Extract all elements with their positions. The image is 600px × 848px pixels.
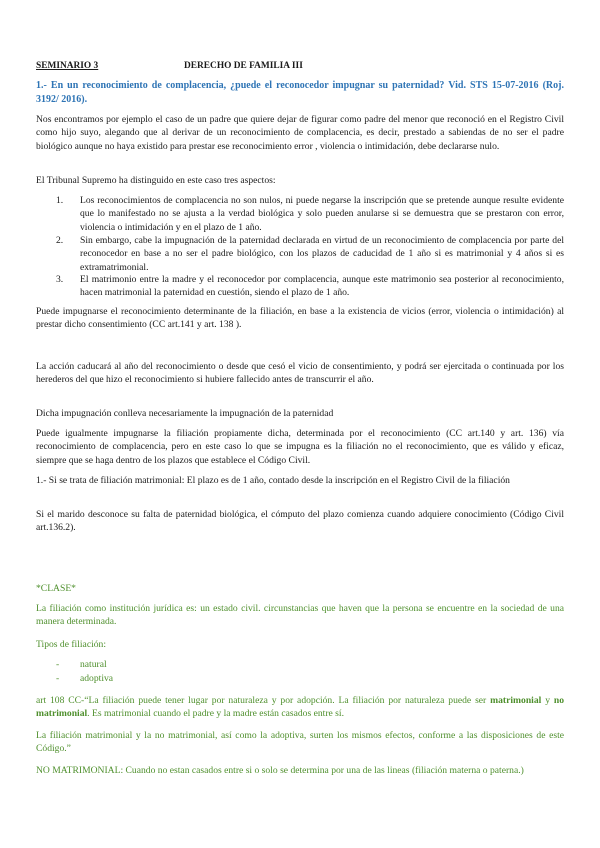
- subject-label: DERECHO DE FAMILIA III: [184, 61, 303, 71]
- paragraph-tribunal: El Tribunal Supremo ha distinguido en este caso tres aspectos:: [36, 175, 276, 186]
- paragraph-caducidad: La acción caducará al año del reconocimiento o desde que cesó el vicio de consentimiento, y podrá ser ejercitada o continuada por los herederos del que hizo el reconocimiento si hubiere fallecido antes de transcurrir el año.: [36, 361, 564, 386]
- type-natural: natural: [80, 659, 107, 670]
- paragraph-marido: Si el marido desconoce su falta de paternidad biológica, el cómputo del plazo comienza cuando adquiere conocimiento (Código Civil art.136.2).: [36, 509, 564, 534]
- list-text: Sin embargo, cabe la impugnación de la paternidad declarada en virtud de un reconocimiento de complacencia por parte del reconocedor en base a no ser el padre biológico, con los plazos de caducidad de 1 año si es matrimonial y 4 años si es extramatrimonial.: [80, 235, 564, 273]
- clase-no-matrimonial: NO MATRIMONIAL: Cuando no estan casados entre si o solo se determina por una de las lineas (filiación materna o paterna.): [36, 765, 524, 776]
- list-number: 1.: [56, 195, 64, 206]
- clase-efectos: La filiación matrimonial y la no matrimonial, así como la adoptiva, surten los mismos efectos, conforme a las disposiciones de este Código.”: [36, 730, 564, 755]
- matrimonial-term: matrimonial: [490, 695, 542, 706]
- list-text: Los reconocimientos de complacencia no son nulos, ni puede negarse la inscripción que se pretende aunque resulte evidente que lo manifestado no se ajusta a la verdad biológica y solo pueden anularse si se demuestra que se prestaron con error, violencia o intimidación y en el plazo de 1 año.: [80, 195, 564, 233]
- list-item: [56, 273, 564, 300]
- paragraph-conlleva: Dicha impugnación conlleva necesariamente la impugnación de la paternidad: [36, 408, 334, 419]
- clase-definition: La filiación como institución jurídica es: un estado civil. circunstancias que haven que la persona se encuentre en la sociedad de una manera determinada.: [36, 603, 564, 628]
- clase-title: *CLASE*: [36, 583, 76, 594]
- question-heading: 1.- En un reconocimiento de complacencia, ¿puede el reconocedor impugnar su paternidad? Vid. STS 15-07-2016 (Roj. 3192/ 2016).: [36, 80, 564, 105]
- seminar-label: SEMINARIO 3: [36, 61, 99, 71]
- paragraph-intro: Nos encontramos por ejemplo el caso de un padre que quiere dejar de figurar como padre del menor que reconoció en el Registro Civil como hijo suyo, alegando que al derivar de un reconocimiento de complacencia, es decir, prestado a sabiendas de no ser el padre biológico aunque no haya existido para prestar ese reconocimiento error , violencia o intimidación, debe declararse nulo.: [36, 114, 564, 152]
- list-item: [56, 234, 564, 274]
- no-matrimonial-term: no matrimonial: [36, 695, 565, 720]
- list-text: El matrimonio entre la madre y el reconocedor por complacencia, aunque este matrimonio sea posterior al reconocimiento, hacen matrimonial la paternidad en cuestión, siendo el plazo de 1 año.: [80, 274, 564, 299]
- list-number: 2.: [56, 235, 64, 246]
- paragraph-impugnacion: Puede impugnarse el reconocimiento determinante de la filiación, en base a la existencia de vicios (error, violencia o intimidación) al prestar dicho consentimiento (CC art.141 y art. 138 ).: [36, 306, 564, 331]
- clase-types-title: Tipos de filiación:: [36, 639, 106, 650]
- paragraph-filiacion: Puede igualmente impugnarse la filiación propiamente dicha, determinada por el reconocimiento (CC art.140 y art. 136) vía reconocimiento de complacencia, pero en este caso lo que se impugna es la filiación no el reconocimiento, que es válido y eficaz, siempre que se haga dentro de los plazos que establece el Código Civil.: [36, 428, 564, 466]
- type-adoptiva: adoptiva: [80, 673, 114, 684]
- list-item: [56, 194, 564, 234]
- paragraph-matrimonial: 1.- Si se trata de filiación matrimonial: El plazo es de 1 año, contado desde la inscripción en el Registro Civil de la filiación: [36, 475, 510, 486]
- list-number: 3.: [56, 274, 64, 285]
- clase-art108: art 108 CC-“La filiación puede tener lugar por naturaleza y por adopción. La filiación por naturaleza puede ser matrimonial y no matrimonial. Es matrimonial cuando el padre y la madre están casados entre sí.: [36, 695, 565, 720]
- document-header: [36, 60, 564, 73]
